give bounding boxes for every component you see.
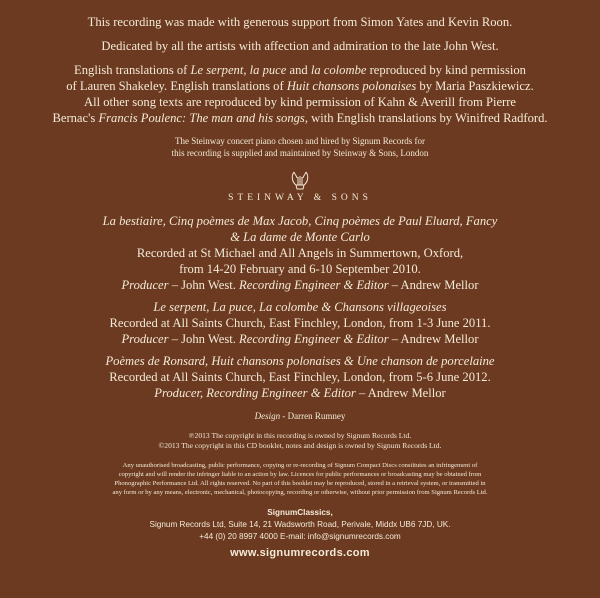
steinway-logo xyxy=(22,169,578,203)
website-link[interactable]: www.signumrecords.com xyxy=(230,547,370,560)
steinway-wordmark: STEINWAY & SONS xyxy=(228,193,372,203)
address: Signum Records Ltd, Suite 14, 21 Wadsworth Road, Perivale, Middx UB6 7JD, UK. xyxy=(149,520,451,530)
dedication: Dedicated by all the artists with affection and admiration to the late John West. xyxy=(101,39,499,53)
piano-credit: The Steinway concert piano chosen and hired by Signum Records for this recording is supplied and maintained by Steinway & Sons, London xyxy=(171,136,429,158)
contact: +44 (0) 20 8997 4000 E-mail: info@signumrecords.com xyxy=(199,532,401,542)
translations-credit: English translations of Le serpent, la puce and la colombe reproduced by kind permission of Lauren Shakeley. English translations of Huit chansons polonaises by Maria Paszkiewicz. All other song texts are reproduced by kind permission of Kahn & Averill from Pierre Bernac's Francis Poulenc: The man and his songs, with English translations by Winifred Radford. xyxy=(52,63,548,125)
label-contact xyxy=(22,507,578,543)
legal-notice: Any unauthorised broadcasting, public performance, copying or re-recording of Signum Compact Discs constitutes an infringement of copyright and will render the infringer liable to an action by law. Licences for public performances or broadcasting may be obtained from Phonographic Performance Ltd. All rights reserved. No part of this booklet may be reproduced, stored in a retrieval system, or transmitted in any form or by any means, electronic, mechanical, photocopying, recording or otherwise, without prior permission from Signum Records Ltd. xyxy=(112,461,488,497)
design-credit: Design - Darren Rumney xyxy=(254,411,346,421)
copyright-notice: ℗2013 The copyright in this recording is owned by Signum Records Ltd. ©2013 The copyright in this CD booklet, notes and design is owned by Signum Records Ltd. xyxy=(158,430,442,450)
support-credit: This recording was made with generous support from Simon Yates and Kevin Roon. xyxy=(87,15,513,29)
lyre-icon xyxy=(289,169,311,191)
session-2: Le serpent, La puce, La colombe & Chansons villageoises Recorded at All Saints Church, East Finchley, London, from 1-3 June 2011. Producer – John West. Recording Engineer & Editor – Andrew Mellor xyxy=(109,300,491,346)
label-name: SignumClassics, xyxy=(267,508,333,518)
session-1: La bestiaire, Cinq poèmes de Max Jacob, Cinq poèmes de Paul Eluard, Fancy & La dame de Monte Carlo Recorded at St Michael and All Angels in Summertown, Oxford, from 14-20 February and 6-10 September 2010. Producer – John West. Recording Engineer & Editor – Andrew Mellor xyxy=(102,214,498,292)
session-3: Poèmes de Ronsard, Huit chansons polonaises & Une chanson de porcelaine Recorded at All Saints Church, East Finchley, London, from 5-6 June 2012. Producer, Recording Engineer & Editor – Andrew Mellor xyxy=(105,354,495,400)
